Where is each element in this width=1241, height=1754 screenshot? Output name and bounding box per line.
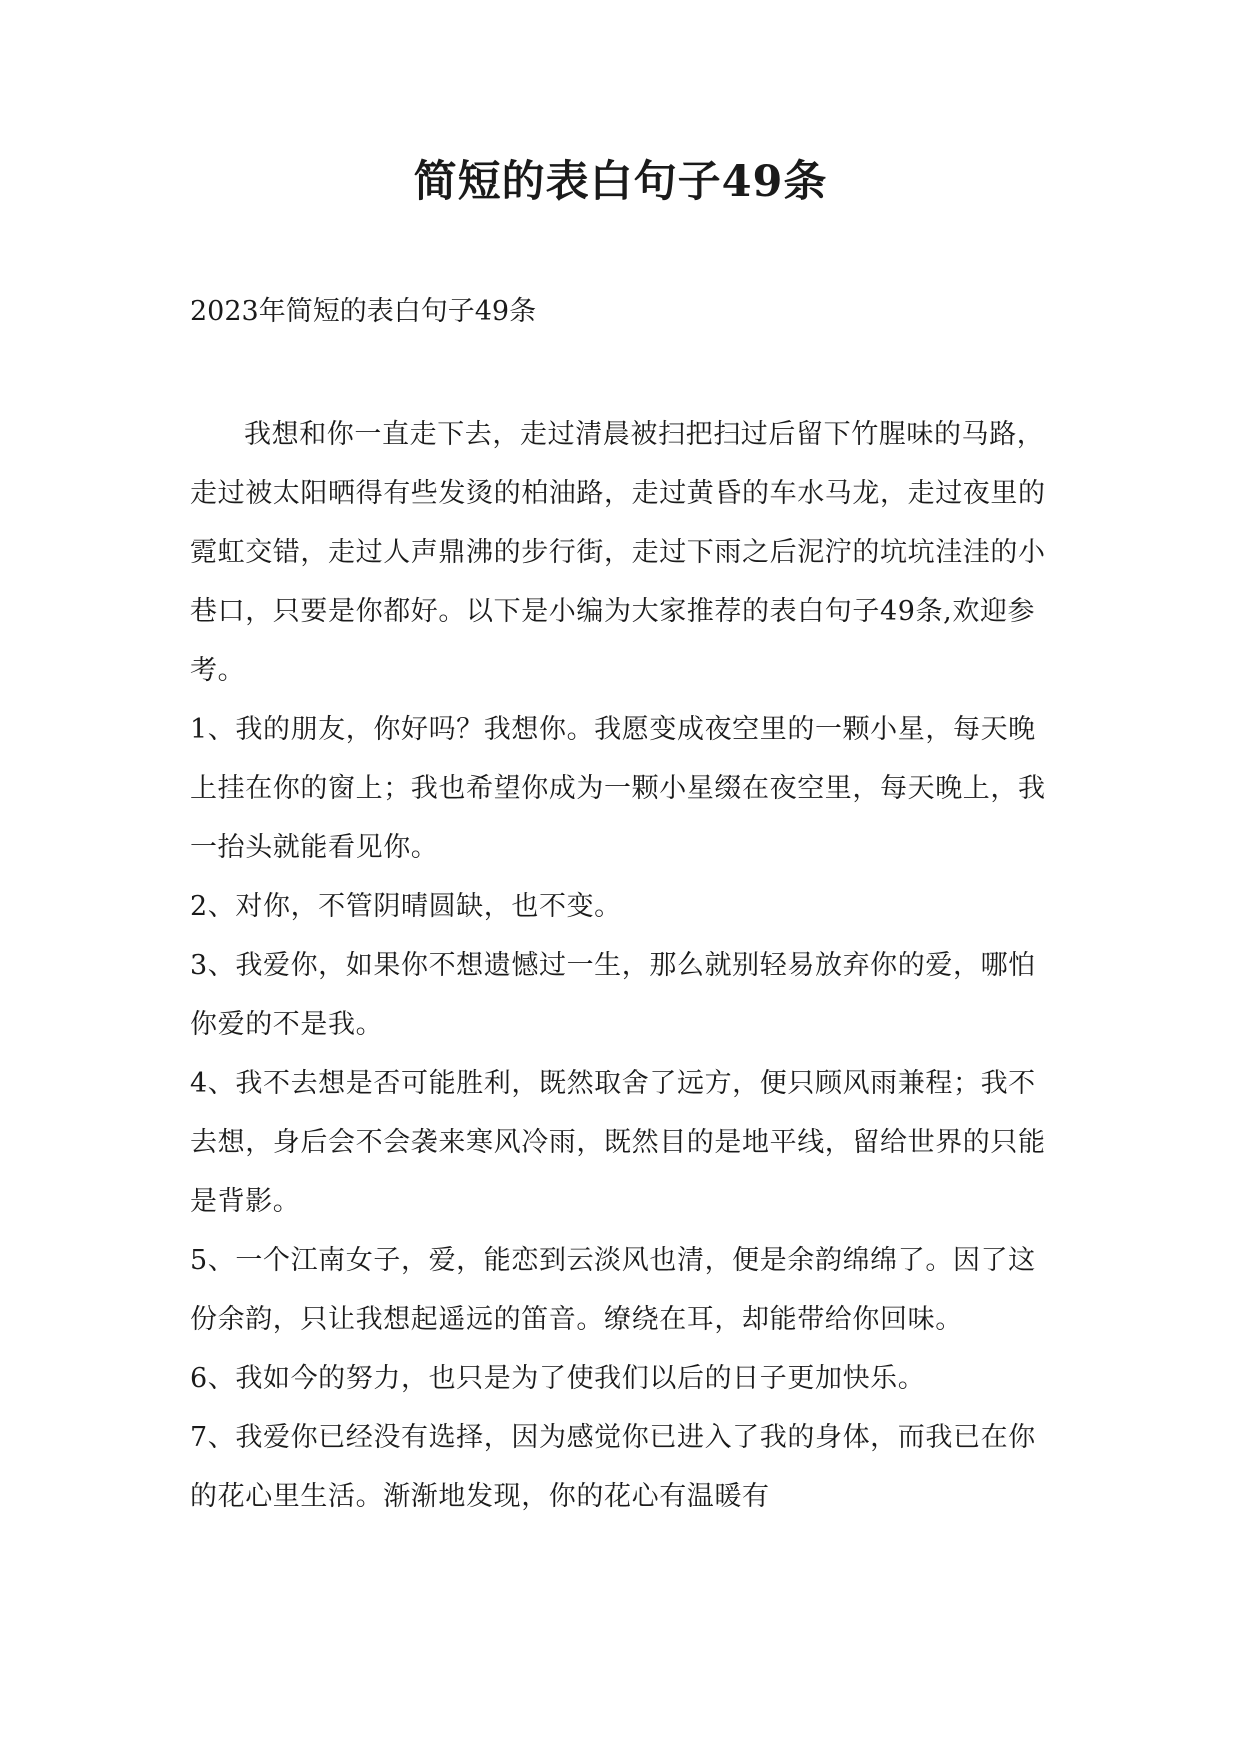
list-item: 7、我爱你已经没有选择，因为感觉你已进入了我的身体，而我已在你的花心里生活。渐渐地发现，你的花心有温暖有 bbox=[190, 1422, 1036, 1512]
list-item: 5、一个江南女子，爱，能恋到云淡风也清，便是余韵绵绵了。因了这份余韵，只让我想起遥远的笛音。缭绕在耳，却能带给你回味。 bbox=[190, 1245, 1036, 1335]
list-item: 2、对你，不管阴晴圆缺，也不变。 bbox=[190, 891, 622, 922]
list-item: 3、我爱你，如果你不想遗憾过一生，那么就别轻易放弃你的爱，哪怕你爱的不是我。 bbox=[190, 950, 1036, 1040]
document-title: 简短的表白句子49条 bbox=[413, 157, 828, 207]
intro-paragraph: 我想和你一直走下去，走过清晨被扫把扫过后留下竹腥味的马路，走过被太阳晒得有些发烫的柏油路，走过黄昏的车水马龙，走过夜里的霓虹交错，走过人声鼎沸的步行街，走过下雨之后泥泞的坑坑洼洼的小巷口，只要是你都好。以下是小编为大家推荐的表白句子49条,欢迎参考。 bbox=[190, 419, 1046, 686]
document-subtitle: 2023年简短的表白句子49条 bbox=[190, 296, 537, 327]
list-item: 1、我的朋友，你好吗？我想你。我愿变成夜空里的一颗小星，每天晚上挂在你的窗上；我也希望你成为一颗小星缀在夜空里，每天晚上，我一抬头就能看见你。 bbox=[190, 714, 1046, 863]
list-item: 4、我不去想是否可能胜利，既然取舍了远方，便只顾风雨兼程；我不去想，身后会不会袭来寒风冷雨，既然目的是地平线，留给世界的只能是背影。 bbox=[190, 1068, 1046, 1217]
document-body bbox=[190, 405, 1060, 1526]
list-item: 6、我如今的努力，也只是为了使我们以后的日子更加快乐。 bbox=[190, 1363, 926, 1394]
